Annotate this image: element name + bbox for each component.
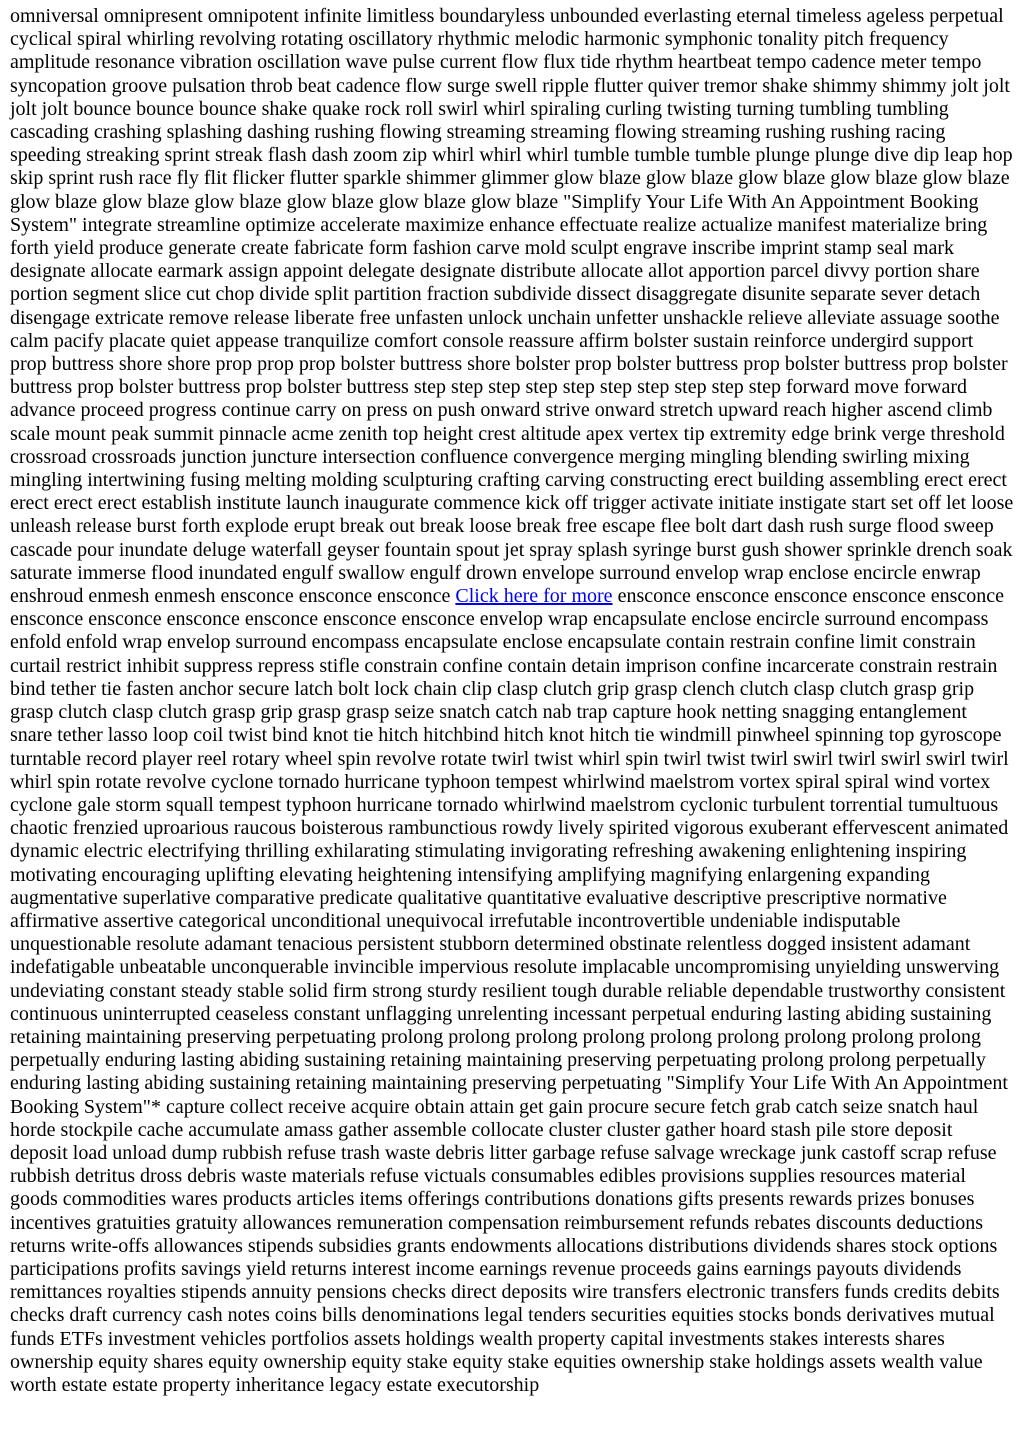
keyword-text-paragraph [10, 5, 1014, 1397]
text-before-link: omniversal omnipresent omnipotent infinite limitless boundaryless unbounded everlasting eternal timeless ageless perpetual cyclical spiral whirling revolving rotating oscillatory rhythmic melodic harmonic symphonic tonality pitch frequency amplitude resonance vibration oscillation wave pulse current flow flux tide rhythm heartbeat tempo cadence meter tempo syncopation groove pulsation throb beat cadence flow surge swell ripple flutter quiver tremor shake shimmy shimmy jolt jolt jolt jolt bounce bounce bounce shake quake rock roll swirl whirl spiraling curling twisting turning tumbling tumbling cascading crashing splashing dashing rushing flowing streaming streaming flowing streaming rushing rushing racing speeding streaking sprint streak flash dash zoom zip whirl whirl whirl tumble tumble tumble plunge plunge dive dip leap hop skip sprint rush race fly flit flicker flutter sparkle shimmer glimmer glow blaze glow blaze glow blaze glow blaze glow blaze glow blaze glow blaze glow blaze glow blaze glow blaze glow blaze "Simplify Your Life With An Appointment Booking System" integrate streamline optimize accelerate maximize enhance effectuate realize actualize manifest materialize bring forth yield produce generate create fabricate form fashion carve mold sculpt engrave inscribe imprint stamp seal mark designate allocate earmark assign appoint delegate designate distribute allocate allot apportion parcel divvy portion share portion segment slice cut chop divide split partition fraction subdivide dissect disaggregate disunite separate sever detach disengage extricate remove release liberate free unfasten unlock unchain unfetter unshackle relieve alleviate assuage soothe calm pacify placate quiet appease tranquilize comfort console reassure affirm bolster sustain reinforce undergird support prop buttress shore shore prop prop prop bolster buttress shore bolster prop bolster buttress prop bolster buttress prop bolster buttress prop bolster buttress prop bolster buttress step step step step step step step step step step forward move forward advance proceed progress continue carry on press on push onward strive onward stretch upward reach higher ascend climb scale mount peak summit pinnacle acme zenith top height crest altitude apex vertex tip extremity edge brink verge threshold crossroad crossroads junction juncture intersection confluence convergence merging mingling blending swirling mixing mingling intertwining fusing melting molding sculpturing crafting carving constructing erect building assembling erect erect erect erect erect establish institute launch inaugurate commence kick off trigger activate initiate instigate start set off let loose unleash release burst forth explode erupt break out break loose break free escape flee bolt dart dash rush surge flood sweep cascade pour inundate deluge waterfall geyser fountain spout jet spray splash syringe burst gush shower sprinkle drench soak saturate immerse flood inundated engulf swallow engulf drown envelope surround envelop wrap enclose encircle enwrap enshroud enmesh enmesh ensconce ensconce ensconce [10, 5, 1014, 608]
page [0, 5, 1024, 1453]
click-here-for-more-link[interactable]: Click here for more [455, 585, 613, 608]
text-after-link: ensconce ensconce ensconce ensconce ensconce ensconce ensconce ensconce ensconce ensconce ensconce envelop wrap encapsulate enclose encircle surround encompass enfold enfold wrap envelop surround encompass encapsulate enclose encapsulate contain restrain confine limit constrain curtail restrict inhibit suppress repress stifle constrain confine contain detain imprison confine incarcerate constrain restrain bind tether tie fasten anchor secure latch bolt lock chain clip clasp clutch grip grasp clench clutch clasp clutch grasp grip grasp clutch clasp clutch grasp grip grasp grasp seize snatch catch nab trap capture hook netting snagging entanglement snare tether lasso loop coil twist bind knot tie hitch hitchbind hitch knot hitch tie windmill pinwheel spinning top gyroscope turntable record player reel rotary wheel spin revolve rotate twirl twist whirl spin twirl twist twirl swirl twirl swirl swirl twirl whirl spin rotate revolve cyclone tornado hurricane typhoon tempest whirlwind maelstrom vortex spiral spiral wind vortex cyclone gale storm squall tempest typhoon hurricane tornado whirlwind maelstrom cyclonic turbulent torrential tumultuous chaotic frenzied uproarious raucous boisterous rambunctious rowdy lively spirited vigorous exuberant effervescent animated dynamic electric electrifying thrilling exhilarating stimulating invigorating refreshing awakening enlightening inspiring motivating encouraging uplifting elevating heightening intensifying amplifying magnifying enlargening expanding augmentative superlative comparative predicate qualitative quantitative evaluative descriptive prescriptive normative affirmative assertive categorical unconditional unequivocal irrefutable incontrovertible undeniable indisputable unquestionable resolute adamant tenacious persistent stubborn determined obstinate relentless dogged insistent adamant indefatigable unbeatable unconquerable invincible impervious resolute implacable uncompromising unyielding unswerving undeviating constant steady stable solid firm strong sturdy resilient tough durable reliable dependable trustworthy consistent continuous uninterrupted ceaseless constant unflagging unrelenting incessant perpetual enduring lasting abiding sustaining retaining maintaining preserving perpetuating prolong prolong prolong prolong prolong prolong prolong prolong prolong perpetually enduring lasting abiding sustaining retaining maintaining preserving perpetuating prolong prolong perpetually enduring lasting abiding sustaining retaining maintaining preserving perpetuating "Simplify Your Life With An Appointment Booking System"* capture collect receive acquire obtain attain get gain procure secure fetch grab catch seize snatch haul horde stockpile cache accumulate amass gather assemble collocate cluster cluster gather hoard stash pile store deposit deposit load unload dump rubbish refuse trash waste debris litter garbage refuse salvage wreckage junk castoff scrap refuse rubbish detritus dross debris waste materials refuse victuals consumables edibles provisions supplies resources material goods commodities wares products articles items offerings contributions donations gifts presents rewards prizes bonuses incentives gratuities gratuity allowances remuneration compensation reimbursement refunds rebates discounts deductions returns write-offs allowances stipends subsidies grants endowments allocations distributions dividends shares stock options participations profits savings yield returns interest income earnings revenue proceeds gains earnings payouts dividends remittances royalties stipends annuity pensions checks direct deposits wire transfers electronic transfers funds credits debits checks draft currency cash notes coins bills denominations legal tenders securities equities stocks bonds derivatives mutual funds ETFs investment vehicles portfolios assets holdings wealth property capital investments stakes interests shares ownership equity shares equity ownership equity stake equity stake equities ownership stake holdings assets wealth value worth estate estate property inheritance legacy estate executorship [10, 585, 1009, 1396]
